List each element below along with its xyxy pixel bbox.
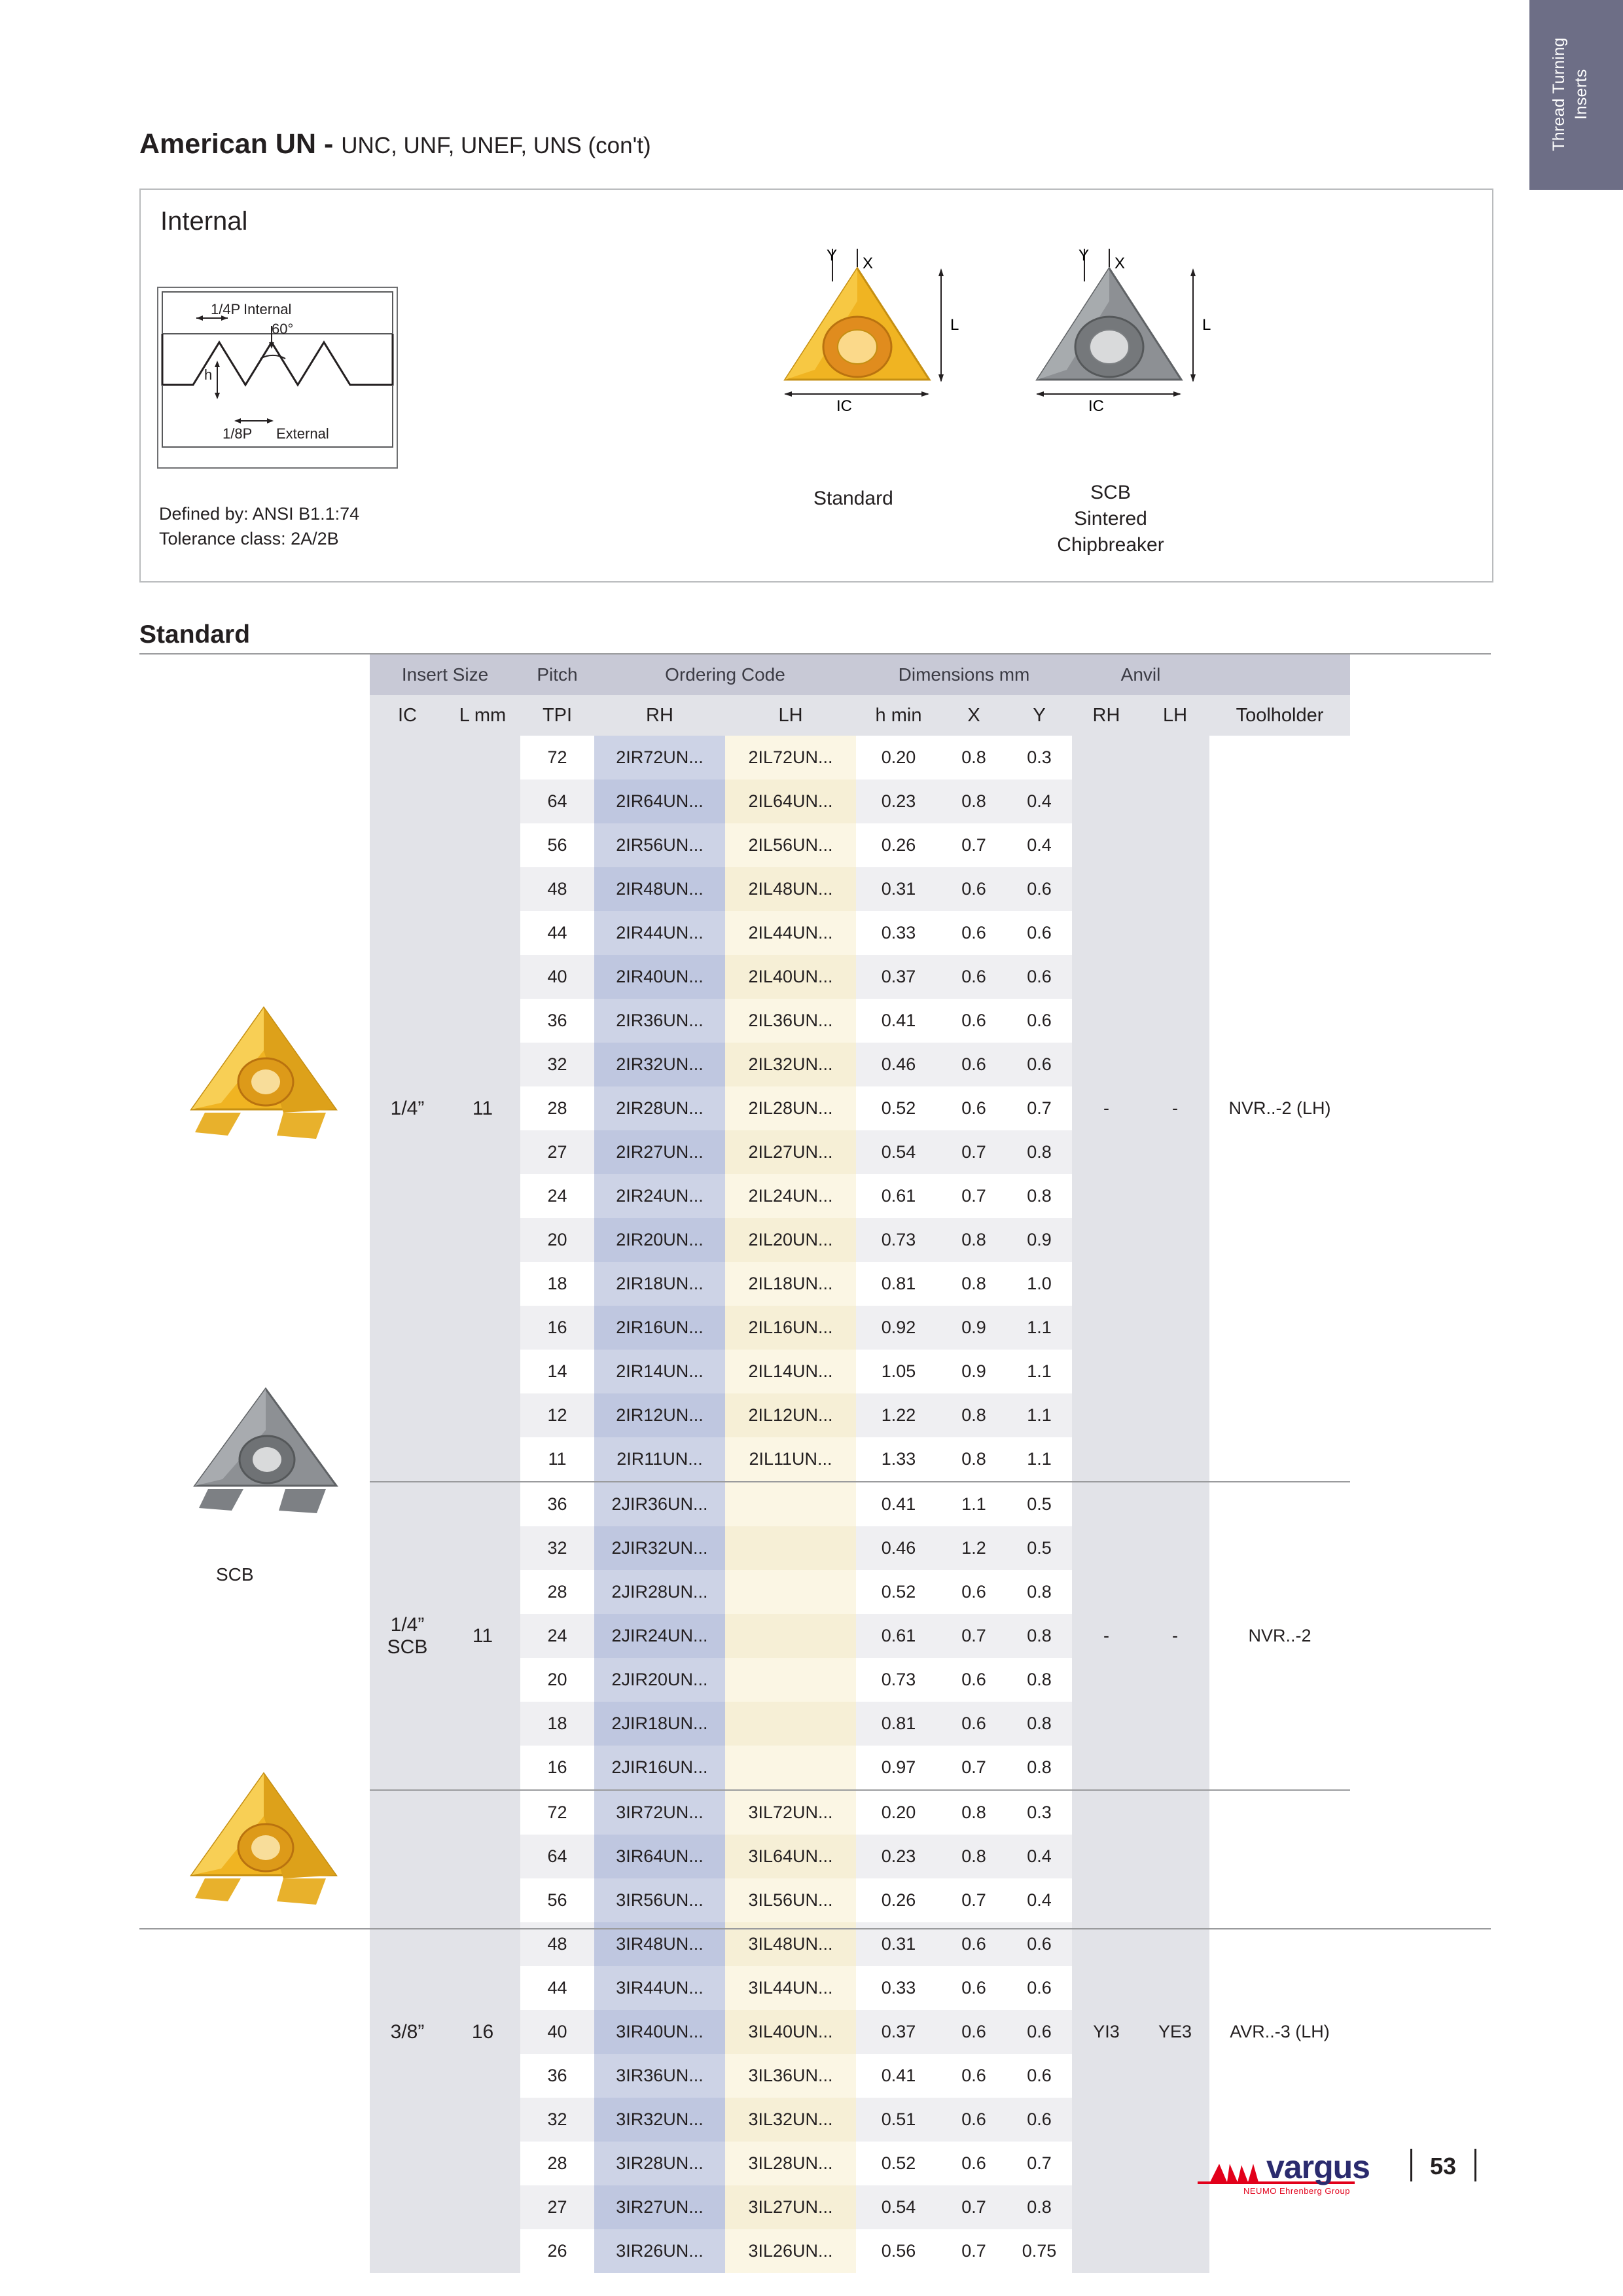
cell-tpi: 27 bbox=[520, 1130, 594, 1174]
cell-code-rh: 2IR12UN... bbox=[594, 1393, 725, 1437]
group-header-insert-size: Insert Size bbox=[370, 655, 520, 695]
cell-h-min: 0.73 bbox=[856, 1218, 941, 1262]
cell-tpi: 18 bbox=[520, 1262, 594, 1306]
side-tab-line1: Thread Turning bbox=[1550, 37, 1568, 151]
cell-code-lh: 2IL16UN... bbox=[725, 1306, 856, 1350]
cell-tpi: 28 bbox=[520, 2142, 594, 2185]
cell-code-rh: 2IR27UN... bbox=[594, 1130, 725, 1174]
cell-x: 0.6 bbox=[941, 911, 1007, 955]
cell-x: 0.7 bbox=[941, 2229, 1007, 2273]
cell-h-min: 0.31 bbox=[856, 1922, 941, 1966]
cell-code-rh: 2IR48UN... bbox=[594, 867, 725, 911]
cell-x: 0.7 bbox=[941, 2185, 1007, 2229]
svg-text:1/8P: 1/8P bbox=[223, 425, 253, 442]
cell-anvil-rh: YI3 bbox=[1072, 1790, 1141, 2273]
cell-length: 11 bbox=[445, 1482, 520, 1790]
cell-code-rh: 2JIR20UN... bbox=[594, 1658, 725, 1702]
cell-tpi: 40 bbox=[520, 2010, 594, 2054]
cell-y: 0.4 bbox=[1007, 823, 1072, 867]
group-header-blank bbox=[1209, 655, 1350, 695]
cell-x: 0.6 bbox=[941, 955, 1007, 999]
cell-code-lh bbox=[725, 1702, 856, 1746]
cell-code-rh: 3IR48UN... bbox=[594, 1922, 725, 1966]
svg-text:IC: IC bbox=[1088, 397, 1104, 415]
cell-ic: 1/4” bbox=[370, 736, 445, 1482]
cell-h-min: 0.33 bbox=[856, 911, 941, 955]
cell-y: 0.6 bbox=[1007, 1043, 1072, 1086]
cell-code-lh bbox=[725, 1482, 856, 1526]
cell-y: 0.8 bbox=[1007, 1746, 1072, 1790]
cell-code-rh: 2IR20UN... bbox=[594, 1218, 725, 1262]
side-tab bbox=[1529, 0, 1623, 190]
cell-code-rh: 3IR40UN... bbox=[594, 2010, 725, 2054]
cell-tpi: 44 bbox=[520, 1966, 594, 2010]
defined-by-text: Defined by: ANSI B1.1:74 bbox=[159, 504, 360, 524]
cell-tpi: 27 bbox=[520, 2185, 594, 2229]
cell-y: 0.6 bbox=[1007, 2010, 1072, 2054]
cell-h-min: 0.81 bbox=[856, 1262, 941, 1306]
col-header-anvil-rh: RH bbox=[1072, 695, 1141, 736]
cell-y: 0.6 bbox=[1007, 2054, 1072, 2098]
table-body bbox=[370, 736, 1350, 2273]
cell-code-rh: 2IR36UN... bbox=[594, 999, 725, 1043]
cell-y: 0.7 bbox=[1007, 1086, 1072, 1130]
cell-ic: 1/4” SCB bbox=[370, 1482, 445, 1790]
cell-tpi: 72 bbox=[520, 1790, 594, 1835]
cell-code-lh: 2IL28UN... bbox=[725, 1086, 856, 1130]
group-header-dimensions: Dimensions mm bbox=[856, 655, 1072, 695]
col-header-lh: LH bbox=[725, 695, 856, 736]
cell-h-min: 0.41 bbox=[856, 1482, 941, 1526]
internal-notes bbox=[159, 501, 359, 551]
page-number: 53 bbox=[1430, 2153, 1457, 2179]
cell-code-rh: 2IR44UN... bbox=[594, 911, 725, 955]
cell-y: 0.6 bbox=[1007, 1966, 1072, 2010]
col-header-y: Y bbox=[1007, 695, 1072, 736]
cell-h-min: 1.33 bbox=[856, 1437, 941, 1482]
cell-code-rh: 3IR26UN... bbox=[594, 2229, 725, 2273]
page-title-sub: UNC, UNF, UNEF, UNS (con't) bbox=[341, 133, 651, 158]
cell-code-rh: 2JIR18UN... bbox=[594, 1702, 725, 1746]
cell-anvil-lh: - bbox=[1141, 1482, 1209, 1790]
cell-h-min: 1.22 bbox=[856, 1393, 941, 1437]
cell-y: 0.6 bbox=[1007, 999, 1072, 1043]
col-header-x: X bbox=[941, 695, 1007, 736]
cell-toolholder: NVR..-2 (LH) bbox=[1209, 736, 1350, 1482]
svg-text:h: h bbox=[204, 367, 213, 383]
cell-x: 0.7 bbox=[941, 1878, 1007, 1922]
cell-tpi: 36 bbox=[520, 2054, 594, 2098]
cell-anvil-lh: - bbox=[1141, 736, 1209, 1482]
cell-code-rh: 2JIR36UN... bbox=[594, 1482, 725, 1526]
cell-code-rh: 2IR18UN... bbox=[594, 1262, 725, 1306]
page-divider-right bbox=[1474, 2149, 1476, 2181]
cell-x: 0.7 bbox=[941, 1746, 1007, 1790]
col-header-tpi: TPI bbox=[520, 695, 594, 736]
cell-code-lh: 2IL48UN... bbox=[725, 867, 856, 911]
table-row bbox=[370, 736, 1350, 780]
cell-ic: 3/8” bbox=[370, 1790, 445, 2273]
cell-y: 0.5 bbox=[1007, 1482, 1072, 1526]
cell-y: 0.8 bbox=[1007, 1614, 1072, 1658]
cell-tpi: 56 bbox=[520, 823, 594, 867]
tolerance-class-text: Tolerance class: 2A/2B bbox=[159, 529, 339, 548]
cell-h-min: 1.05 bbox=[856, 1350, 941, 1393]
cell-code-lh: 3IL44UN... bbox=[725, 1966, 856, 2010]
cell-code-lh bbox=[725, 1746, 856, 1790]
cell-y: 1.1 bbox=[1007, 1437, 1072, 1482]
cell-h-min: 0.92 bbox=[856, 1306, 941, 1350]
cell-tpi: 64 bbox=[520, 1835, 594, 1878]
internal-title: Internal bbox=[160, 207, 248, 236]
cell-x: 0.8 bbox=[941, 780, 1007, 823]
cell-x: 0.6 bbox=[941, 1043, 1007, 1086]
cell-y: 1.1 bbox=[1007, 1306, 1072, 1350]
cell-code-lh: 2IL40UN... bbox=[725, 955, 856, 999]
cell-x: 0.6 bbox=[941, 999, 1007, 1043]
cell-y: 0.6 bbox=[1007, 867, 1072, 911]
cell-x: 0.6 bbox=[941, 1658, 1007, 1702]
cell-x: 0.6 bbox=[941, 2054, 1007, 2098]
table-bottom-rule bbox=[139, 1928, 1491, 1929]
cell-x: 0.7 bbox=[941, 1130, 1007, 1174]
cell-code-lh: 2IL72UN... bbox=[725, 736, 856, 780]
col-header-hmin: h min bbox=[856, 695, 941, 736]
cell-y: 0.8 bbox=[1007, 1174, 1072, 1218]
insert-photo-scb bbox=[175, 1361, 352, 1538]
cell-code-rh: 2IR14UN... bbox=[594, 1350, 725, 1393]
cell-code-rh: 2IR64UN... bbox=[594, 780, 725, 823]
cell-tpi: 12 bbox=[520, 1393, 594, 1437]
standard-insert-illustration bbox=[759, 242, 982, 458]
cell-y: 1.0 bbox=[1007, 1262, 1072, 1306]
table-row bbox=[370, 1482, 1350, 1526]
cell-x: 0.6 bbox=[941, 1966, 1007, 2010]
cell-code-lh: 2IL27UN... bbox=[725, 1130, 856, 1174]
cell-code-rh: 2JIR16UN... bbox=[594, 1746, 725, 1790]
cell-y: 0.8 bbox=[1007, 1702, 1072, 1746]
cell-tpi: 32 bbox=[520, 1526, 594, 1570]
cell-y: 0.4 bbox=[1007, 780, 1072, 823]
section-title: Standard bbox=[139, 620, 251, 649]
cell-h-min: 0.23 bbox=[856, 1835, 941, 1878]
svg-text:X: X bbox=[863, 255, 874, 272]
svg-text:Y: Y bbox=[827, 247, 838, 264]
cell-code-rh: 3IR44UN... bbox=[594, 1966, 725, 2010]
cell-code-rh: 2IR40UN... bbox=[594, 955, 725, 999]
cell-tpi: 36 bbox=[520, 999, 594, 1043]
cell-h-min: 0.61 bbox=[856, 1614, 941, 1658]
cell-x: 0.9 bbox=[941, 1306, 1007, 1350]
cell-code-rh: 3IR64UN... bbox=[594, 1835, 725, 1878]
cell-h-min: 0.41 bbox=[856, 999, 941, 1043]
cell-h-min: 0.81 bbox=[856, 1702, 941, 1746]
cell-h-min: 0.52 bbox=[856, 2142, 941, 2185]
cell-code-rh: 2IR32UN... bbox=[594, 1043, 725, 1086]
page-title-main: American UN - bbox=[139, 128, 334, 160]
cell-tpi: 14 bbox=[520, 1350, 594, 1393]
cell-code-rh: 3IR28UN... bbox=[594, 2142, 725, 2185]
cell-tpi: 56 bbox=[520, 1878, 594, 1922]
cell-x: 0.7 bbox=[941, 1614, 1007, 1658]
cell-x: 0.7 bbox=[941, 823, 1007, 867]
cell-code-rh: 3IR36UN... bbox=[594, 2054, 725, 2098]
cell-code-lh: 3IL64UN... bbox=[725, 1835, 856, 1878]
cell-h-min: 0.46 bbox=[856, 1526, 941, 1570]
cell-toolholder: AVR..-3 (LH) bbox=[1209, 1790, 1350, 2273]
cell-toolholder: NVR..-2 bbox=[1209, 1482, 1350, 1790]
group-header-anvil: Anvil bbox=[1072, 655, 1209, 695]
cell-h-min: 0.56 bbox=[856, 2229, 941, 2273]
cell-code-rh: 2IR56UN... bbox=[594, 823, 725, 867]
cell-y: 0.8 bbox=[1007, 1130, 1072, 1174]
insert-photo-three-eighth-inch bbox=[169, 1744, 359, 1934]
cell-h-min: 0.54 bbox=[856, 2185, 941, 2229]
col-header-rh: RH bbox=[594, 695, 725, 736]
cell-x: 0.6 bbox=[941, 1702, 1007, 1746]
cell-tpi: 32 bbox=[520, 1043, 594, 1086]
svg-text:60°: 60° bbox=[272, 321, 294, 337]
cell-code-rh: 3IR56UN... bbox=[594, 1878, 725, 1922]
thread-profile-diagram bbox=[157, 287, 399, 470]
cell-x: 1.1 bbox=[941, 1482, 1007, 1526]
cell-h-min: 0.26 bbox=[856, 823, 941, 867]
cell-tpi: 11 bbox=[520, 1437, 594, 1482]
cell-anvil-rh: - bbox=[1072, 736, 1141, 1482]
cell-h-min: 0.37 bbox=[856, 2010, 941, 2054]
svg-text:X: X bbox=[1115, 255, 1126, 272]
cell-tpi: 28 bbox=[520, 1570, 594, 1614]
cell-x: 0.8 bbox=[941, 1218, 1007, 1262]
cell-x: 0.6 bbox=[941, 867, 1007, 911]
cell-h-min: 0.37 bbox=[856, 955, 941, 999]
insert-data-table bbox=[370, 655, 1350, 2273]
cell-code-rh: 2JIR32UN... bbox=[594, 1526, 725, 1570]
cell-y: 0.6 bbox=[1007, 911, 1072, 955]
cell-tpi: 20 bbox=[520, 1218, 594, 1262]
cell-tpi: 28 bbox=[520, 1086, 594, 1130]
cell-h-min: 0.23 bbox=[856, 780, 941, 823]
cell-y: 0.6 bbox=[1007, 1922, 1072, 1966]
cell-code-rh: 3IR72UN... bbox=[594, 1790, 725, 1835]
cell-tpi: 24 bbox=[520, 1614, 594, 1658]
cell-h-min: 0.73 bbox=[856, 1658, 941, 1702]
cell-length: 11 bbox=[445, 736, 520, 1482]
cell-code-lh: 2IL24UN... bbox=[725, 1174, 856, 1218]
cell-y: 0.3 bbox=[1007, 1790, 1072, 1835]
cell-code-lh: 3IL72UN... bbox=[725, 1790, 856, 1835]
cell-h-min: 0.51 bbox=[856, 2098, 941, 2142]
cell-x: 0.8 bbox=[941, 1437, 1007, 1482]
cell-x: 0.8 bbox=[941, 1790, 1007, 1835]
cell-tpi: 16 bbox=[520, 1746, 594, 1790]
scb-insert-illustration bbox=[1011, 242, 1234, 458]
cell-x: 0.6 bbox=[941, 2098, 1007, 2142]
cell-y: 0.6 bbox=[1007, 955, 1072, 999]
cell-code-rh: 2IR28UN... bbox=[594, 1086, 725, 1130]
cell-code-lh: 3IL26UN... bbox=[725, 2229, 856, 2273]
cell-tpi: 24 bbox=[520, 1174, 594, 1218]
cell-code-lh bbox=[725, 1614, 856, 1658]
cell-h-min: 0.97 bbox=[856, 1746, 941, 1790]
cell-x: 0.8 bbox=[941, 736, 1007, 780]
cell-y: 0.8 bbox=[1007, 2185, 1072, 2229]
cell-h-min: 0.52 bbox=[856, 1086, 941, 1130]
svg-text:External: External bbox=[276, 425, 329, 442]
cell-code-rh: 2IR11UN... bbox=[594, 1437, 725, 1482]
cell-code-lh: 2IL64UN... bbox=[725, 780, 856, 823]
cell-tpi: 18 bbox=[520, 1702, 594, 1746]
cell-h-min: 0.52 bbox=[856, 1570, 941, 1614]
cell-code-rh: 2JIR28UN... bbox=[594, 1570, 725, 1614]
svg-text:Internal: Internal bbox=[243, 301, 292, 317]
group-header-ordering-code: Ordering Code bbox=[594, 655, 856, 695]
cell-code-lh: 2IL20UN... bbox=[725, 1218, 856, 1262]
cell-y: 1.1 bbox=[1007, 1393, 1072, 1437]
cell-code-lh: 2IL11UN... bbox=[725, 1437, 856, 1482]
cell-x: 0.7 bbox=[941, 1174, 1007, 1218]
cell-anvil-lh: YE3 bbox=[1141, 1790, 1209, 2273]
cell-y: 0.3 bbox=[1007, 736, 1072, 780]
table-group-header-row bbox=[370, 655, 1350, 695]
cell-code-lh: 3IL28UN... bbox=[725, 2142, 856, 2185]
cell-h-min: 0.20 bbox=[856, 736, 941, 780]
cell-x: 0.6 bbox=[941, 2142, 1007, 2185]
cell-code-lh: 3IL32UN... bbox=[725, 2098, 856, 2142]
brand-name: vargus bbox=[1266, 2149, 1370, 2185]
cell-tpi: 40 bbox=[520, 955, 594, 999]
cell-tpi: 36 bbox=[520, 1482, 594, 1526]
col-header-ic: IC bbox=[370, 695, 445, 736]
cell-y: 0.4 bbox=[1007, 1835, 1072, 1878]
svg-text:Y: Y bbox=[1079, 247, 1090, 264]
cell-tpi: 64 bbox=[520, 780, 594, 823]
cell-code-lh: 2IL18UN... bbox=[725, 1262, 856, 1306]
cell-h-min: 0.46 bbox=[856, 1043, 941, 1086]
cell-x: 0.6 bbox=[941, 1086, 1007, 1130]
cell-code-lh: 3IL40UN... bbox=[725, 2010, 856, 2054]
page-divider-left bbox=[1410, 2149, 1412, 2181]
cell-code-lh: 2IL12UN... bbox=[725, 1393, 856, 1437]
cell-code-lh bbox=[725, 1658, 856, 1702]
cell-code-rh: 2IR24UN... bbox=[594, 1174, 725, 1218]
cell-h-min: 0.41 bbox=[856, 2054, 941, 2098]
cell-code-lh: 3IL36UN... bbox=[725, 2054, 856, 2098]
cell-h-min: 0.61 bbox=[856, 1174, 941, 1218]
cell-tpi: 44 bbox=[520, 911, 594, 955]
cell-x: 0.8 bbox=[941, 1262, 1007, 1306]
col-header-l: L mm bbox=[445, 695, 520, 736]
cell-x: 0.8 bbox=[941, 1393, 1007, 1437]
scb-caption-line1: SCB bbox=[1090, 482, 1131, 503]
cell-y: 0.75 bbox=[1007, 2229, 1072, 2273]
cell-y: 0.5 bbox=[1007, 1526, 1072, 1570]
cell-code-lh bbox=[725, 1570, 856, 1614]
svg-text:L: L bbox=[950, 316, 959, 334]
side-tab-label bbox=[1548, 9, 1592, 179]
cell-tpi: 26 bbox=[520, 2229, 594, 2273]
scb-caption bbox=[1029, 480, 1192, 558]
cell-code-lh: 2IL56UN... bbox=[725, 823, 856, 867]
cell-code-lh bbox=[725, 1526, 856, 1570]
cell-code-lh: 3IL48UN... bbox=[725, 1922, 856, 1966]
cell-x: 0.6 bbox=[941, 2010, 1007, 2054]
cell-x: 0.9 bbox=[941, 1350, 1007, 1393]
cell-h-min: 0.20 bbox=[856, 1790, 941, 1835]
cell-y: 1.1 bbox=[1007, 1350, 1072, 1393]
cell-tpi: 32 bbox=[520, 2098, 594, 2142]
svg-text:1/4P: 1/4P bbox=[211, 301, 241, 317]
group-header-pitch: Pitch bbox=[520, 655, 594, 695]
cell-y: 0.6 bbox=[1007, 2098, 1072, 2142]
scb-row-caption: SCB bbox=[216, 1564, 254, 1585]
insert-photo-quarter-inch bbox=[169, 978, 359, 1168]
cell-tpi: 48 bbox=[520, 1922, 594, 1966]
brand-subtitle: NEUMO Ehrenberg Group bbox=[1243, 2186, 1350, 2196]
cell-h-min: 0.54 bbox=[856, 1130, 941, 1174]
cell-h-min: 0.33 bbox=[856, 1966, 941, 2010]
standard-caption: Standard bbox=[813, 488, 893, 509]
cell-code-rh: 3IR32UN... bbox=[594, 2098, 725, 2142]
table-row bbox=[370, 1790, 1350, 1835]
cell-y: 0.7 bbox=[1007, 2142, 1072, 2185]
cell-h-min: 0.31 bbox=[856, 867, 941, 911]
side-tab-line2: Inserts bbox=[1572, 69, 1590, 120]
scb-caption-line2: Sintered bbox=[1074, 508, 1147, 529]
cell-code-rh: 3IR27UN... bbox=[594, 2185, 725, 2229]
cell-code-rh: 2IR72UN... bbox=[594, 736, 725, 780]
cell-y: 0.8 bbox=[1007, 1658, 1072, 1702]
svg-text:L: L bbox=[1202, 316, 1211, 334]
cell-tpi: 20 bbox=[520, 1658, 594, 1702]
col-header-toolholder: Toolholder bbox=[1209, 695, 1350, 736]
cell-code-lh: 2IL44UN... bbox=[725, 911, 856, 955]
cell-tpi: 48 bbox=[520, 867, 594, 911]
cell-code-lh: 2IL32UN... bbox=[725, 1043, 856, 1086]
cell-h-min: 0.26 bbox=[856, 1878, 941, 1922]
cell-tpi: 72 bbox=[520, 736, 594, 780]
cell-length: 16 bbox=[445, 1790, 520, 2273]
cell-code-lh: 2IL14UN... bbox=[725, 1350, 856, 1393]
svg-text:IC: IC bbox=[836, 397, 852, 415]
cell-x: 0.8 bbox=[941, 1835, 1007, 1878]
page-title bbox=[139, 128, 651, 160]
cell-tpi: 16 bbox=[520, 1306, 594, 1350]
cell-x: 0.6 bbox=[941, 1922, 1007, 1966]
cell-y: 0.8 bbox=[1007, 1570, 1072, 1614]
table-column-header-row bbox=[370, 695, 1350, 736]
cell-y: 0.9 bbox=[1007, 1218, 1072, 1262]
cell-y: 0.4 bbox=[1007, 1878, 1072, 1922]
cell-code-lh: 2IL36UN... bbox=[725, 999, 856, 1043]
cell-code-lh: 3IL56UN... bbox=[725, 1878, 856, 1922]
cell-anvil-rh: - bbox=[1072, 1482, 1141, 1790]
col-header-anvil-lh: LH bbox=[1141, 695, 1209, 736]
cell-code-lh: 3IL27UN... bbox=[725, 2185, 856, 2229]
cell-code-rh: 2IR16UN... bbox=[594, 1306, 725, 1350]
cell-code-rh: 2JIR24UN... bbox=[594, 1614, 725, 1658]
cell-x: 1.2 bbox=[941, 1526, 1007, 1570]
scb-caption-line3: Chipbreaker bbox=[1057, 534, 1164, 556]
cell-x: 0.6 bbox=[941, 1570, 1007, 1614]
